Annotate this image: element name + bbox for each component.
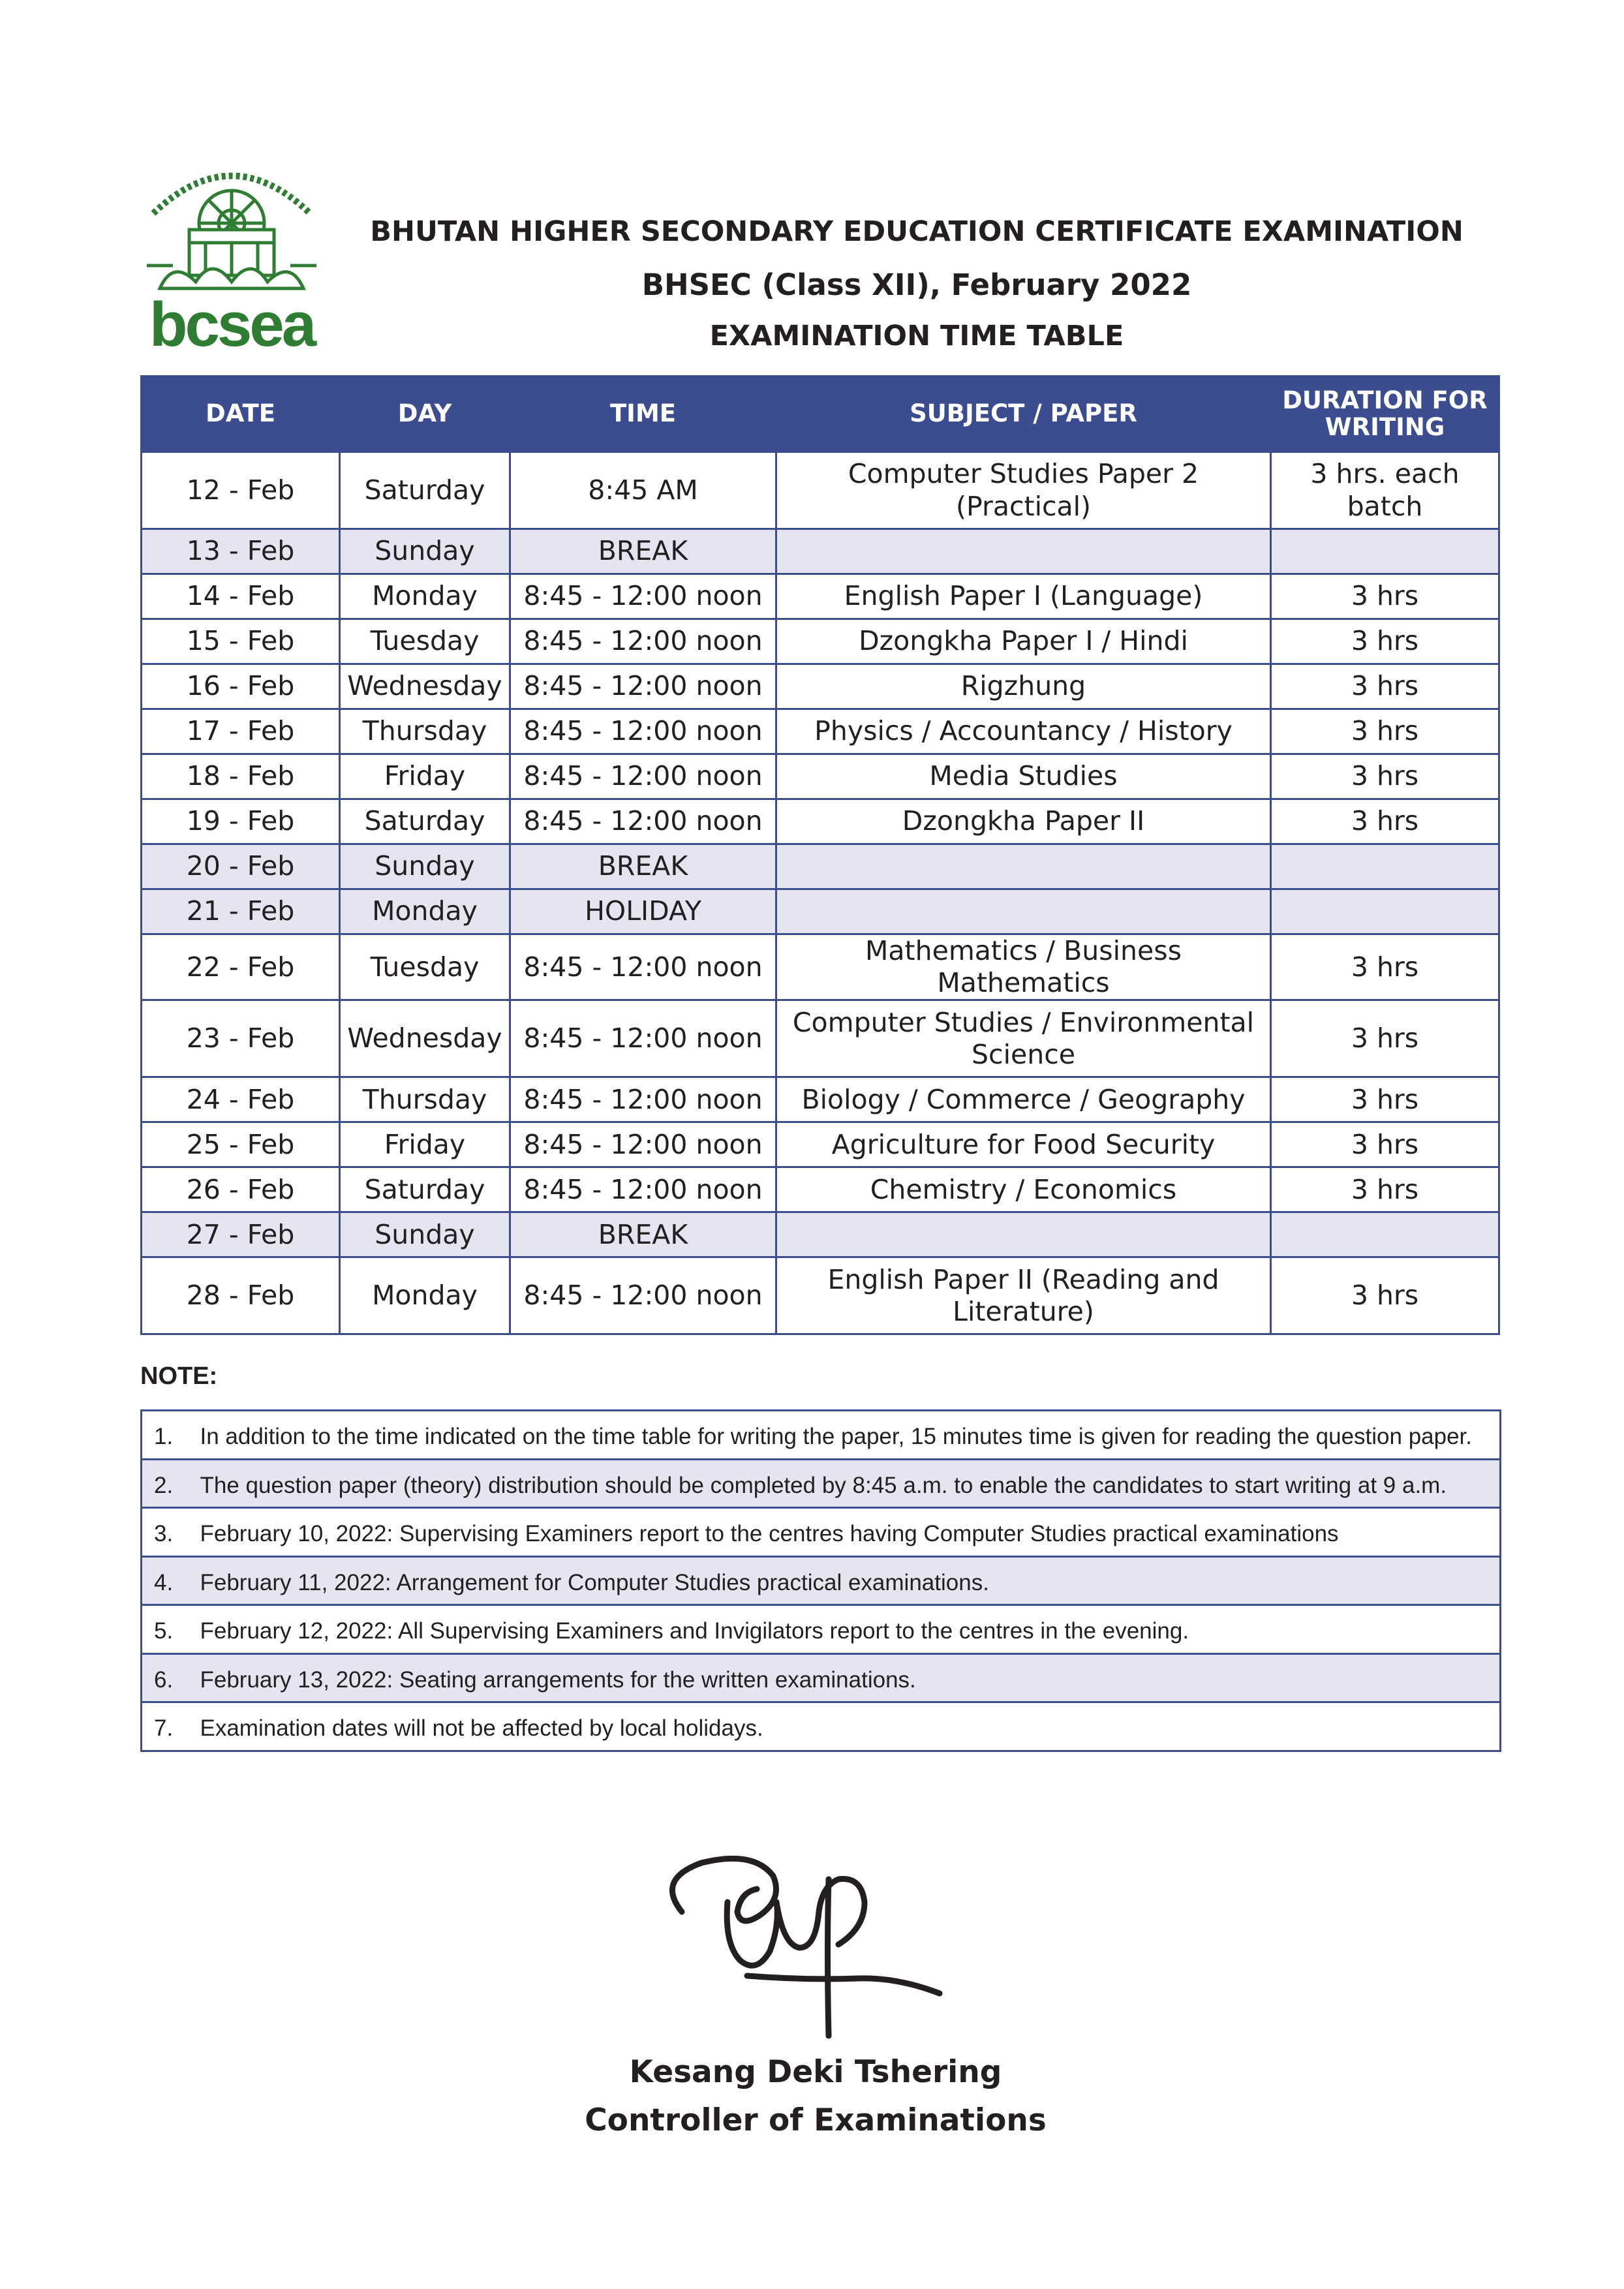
column-header-time: TIME <box>510 376 776 452</box>
cell-duration: 3 hrs <box>1271 754 1499 799</box>
cell-time: 8:45 - 12:00 noon <box>510 799 776 844</box>
cell-date: 14 - Feb <box>142 574 340 619</box>
cell-subject: Agriculture for Food Security <box>776 1122 1271 1167</box>
table-row <box>142 709 1499 754</box>
cell-time: 8:45 - 12:00 noon <box>510 1122 776 1167</box>
cell-time: 8:45 - 12:00 noon <box>510 1077 776 1122</box>
cell-time: BREAK <box>510 844 776 889</box>
cell-date: 26 - Feb <box>142 1167 340 1212</box>
cell-day: Sunday <box>340 1212 510 1257</box>
signatory-title: Controller of Examinations <box>585 2102 1047 2138</box>
cell-time: 8:45 - 12:00 noon <box>510 709 776 754</box>
cell-subject: Biology / Commerce / Geography <box>776 1077 1271 1122</box>
table-row <box>142 1000 1499 1077</box>
cell-day: Thursday <box>340 709 510 754</box>
cell-date: 22 - Feb <box>142 934 340 1000</box>
cell-day: Saturday <box>340 452 510 529</box>
note-text: February 13, 2022: Seating arrangements for the written examinations. <box>200 1653 1501 1702</box>
column-header-duration: DURATION FOR WRITING <box>1271 376 1499 452</box>
cell-date: 28 - Feb <box>142 1257 340 1334</box>
cell-subject: English Paper I (Language) <box>776 574 1271 619</box>
cell-subject: Dzongkha Paper I / Hindi <box>776 619 1271 664</box>
table-row <box>142 664 1499 709</box>
cell-duration: 3 hrs <box>1271 1122 1499 1167</box>
cell-day: Friday <box>340 754 510 799</box>
cell-duration: 3 hrs <box>1271 1077 1499 1122</box>
cell-date: 17 - Feb <box>142 709 340 754</box>
cell-day: Tuesday <box>340 934 510 1000</box>
table-row <box>142 574 1499 619</box>
cell-time: 8:45 AM <box>510 452 776 529</box>
cell-subject: Chemistry / Economics <box>776 1167 1271 1212</box>
column-header-subject: SUBJECT / PAPER <box>776 376 1271 452</box>
cell-time: 8:45 - 12:00 noon <box>510 934 776 1000</box>
signatory-name: Kesang Deki Tshering <box>629 2054 1002 2090</box>
cell-day: Thursday <box>340 1077 510 1122</box>
cell-time: 8:45 - 12:00 noon <box>510 664 776 709</box>
cell-subject <box>776 529 1271 574</box>
cell-time: HOLIDAY <box>510 889 776 934</box>
table-row <box>142 844 1499 889</box>
cell-time: 8:45 - 12:00 noon <box>510 1000 776 1077</box>
cell-date: 25 - Feb <box>142 1122 340 1167</box>
cell-date: 20 - Feb <box>142 844 340 889</box>
cell-time: 8:45 - 12:00 noon <box>510 1167 776 1212</box>
note-item <box>142 1411 1501 1460</box>
cell-duration: 3 hrs <box>1271 709 1499 754</box>
cell-duration: 3 hrs <box>1271 799 1499 844</box>
cell-subject: Rigzhung <box>776 664 1271 709</box>
cell-date: 21 - Feb <box>142 889 340 934</box>
cell-duration: 3 hrs <box>1271 1000 1499 1077</box>
cell-time: BREAK <box>510 1212 776 1257</box>
note-text: In addition to the time indicated on the time table for writing the paper, 15 minutes time is given for reading the question paper. <box>200 1411 1501 1460</box>
table-row <box>142 799 1499 844</box>
timetable-body <box>142 452 1499 1334</box>
cell-day: Tuesday <box>340 619 510 664</box>
cell-day: Sunday <box>340 529 510 574</box>
cell-date: 27 - Feb <box>142 1212 340 1257</box>
exam-timetable <box>140 375 1500 1335</box>
exam-title: BHUTAN HIGHER SECONDARY EDUCATION CERTIFICATE EXAMINATION <box>370 215 1463 248</box>
cell-subject: Dzongkha Paper II <box>776 799 1271 844</box>
cell-day: Monday <box>340 889 510 934</box>
cell-duration <box>1271 529 1499 574</box>
cell-day: Saturday <box>340 799 510 844</box>
note-item <box>142 1702 1501 1751</box>
cell-date: 13 - Feb <box>142 529 340 574</box>
cell-time: 8:45 - 12:00 noon <box>510 574 776 619</box>
timetable-title: EXAMINATION TIME TABLE <box>709 320 1124 352</box>
cell-duration: 3 hrs <box>1271 1257 1499 1334</box>
cell-date: 23 - Feb <box>142 1000 340 1077</box>
cell-duration: 3 hrs <box>1271 1167 1499 1212</box>
table-row <box>142 529 1499 574</box>
cell-subject: English Paper II (Reading and Literature) <box>776 1257 1271 1334</box>
bcsea-wordmark: bcsea <box>149 290 314 354</box>
cell-duration: 3 hrs <box>1271 574 1499 619</box>
bcsea-logo <box>134 151 329 354</box>
note-text: The question paper (theory) distribution should be completed by 8:45 a.m. to enable the candidates to start writing at 9 a.m. <box>200 1459 1501 1508</box>
cell-time: BREAK <box>510 529 776 574</box>
notes-heading: NOTE: <box>140 1362 218 1390</box>
cell-day: Monday <box>340 1257 510 1334</box>
cell-subject: Physics / Accountancy / History <box>776 709 1271 754</box>
cell-subject <box>776 844 1271 889</box>
note-text: February 11, 2022: Arrangement for Computer Studies practical examinations. <box>200 1556 1501 1605</box>
note-item <box>142 1556 1501 1605</box>
note-item <box>142 1605 1501 1654</box>
table-row <box>142 452 1499 529</box>
cell-time: 8:45 - 12:00 noon <box>510 619 776 664</box>
cell-subject <box>776 1212 1271 1257</box>
cell-date: 16 - Feb <box>142 664 340 709</box>
column-header-date: DATE <box>142 376 340 452</box>
cell-duration: 3 hrs <box>1271 619 1499 664</box>
cell-duration: 3 hrs <box>1271 934 1499 1000</box>
table-row <box>142 1077 1499 1122</box>
note-number: 7. <box>142 1702 200 1751</box>
note-text: February 10, 2022: Supervising Examiners report to the centres having Computer Studies practical examinations <box>200 1508 1501 1557</box>
note-number: 5. <box>142 1605 200 1654</box>
note-number: 3. <box>142 1508 200 1557</box>
cell-day: Monday <box>340 574 510 619</box>
cell-duration: 3 hrs. each batch <box>1271 452 1499 529</box>
note-text: February 12, 2022: All Supervising Examiners and Invigilators report to the centres in the evening. <box>200 1605 1501 1654</box>
cell-duration: 3 hrs <box>1271 664 1499 709</box>
cell-subject: Mathematics / Business Mathematics <box>776 934 1271 1000</box>
cell-subject: Media Studies <box>776 754 1271 799</box>
cell-day: Wednesday <box>340 664 510 709</box>
table-row <box>142 754 1499 799</box>
cell-day: Saturday <box>340 1167 510 1212</box>
cell-subject <box>776 889 1271 934</box>
timetable-header-row <box>142 376 1499 452</box>
note-number: 2. <box>142 1459 200 1508</box>
table-row <box>142 1167 1499 1212</box>
cell-day: Wednesday <box>340 1000 510 1077</box>
table-row <box>142 619 1499 664</box>
note-number: 4. <box>142 1556 200 1605</box>
table-row <box>142 889 1499 934</box>
column-header-day: DAY <box>340 376 510 452</box>
cell-duration <box>1271 889 1499 934</box>
notes-body <box>142 1411 1501 1751</box>
cell-time: 8:45 - 12:00 noon <box>510 1257 776 1334</box>
note-text: Examination dates will not be affected by local holidays. <box>200 1702 1501 1751</box>
cell-subject: Computer Studies Paper 2 (Practical) <box>776 452 1271 529</box>
cell-date: 24 - Feb <box>142 1077 340 1122</box>
notes-table <box>140 1409 1501 1752</box>
controller-signature <box>643 1840 1034 2062</box>
table-row <box>142 1257 1499 1334</box>
cell-date: 12 - Feb <box>142 452 340 529</box>
note-number: 1. <box>142 1411 200 1460</box>
cell-duration <box>1271 1212 1499 1257</box>
cell-duration <box>1271 844 1499 889</box>
cell-date: 15 - Feb <box>142 619 340 664</box>
cell-date: 18 - Feb <box>142 754 340 799</box>
exam-subtitle: BHSEC (Class XII), February 2022 <box>641 268 1192 302</box>
cell-subject: Computer Studies / Environmental Science <box>776 1000 1271 1077</box>
cell-date: 19 - Feb <box>142 799 340 844</box>
note-item <box>142 1508 1501 1557</box>
note-item <box>142 1459 1501 1508</box>
cell-time: 8:45 - 12:00 noon <box>510 754 776 799</box>
table-row <box>142 934 1499 1000</box>
table-row <box>142 1212 1499 1257</box>
table-row <box>142 1122 1499 1167</box>
note-item <box>142 1653 1501 1702</box>
note-number: 6. <box>142 1653 200 1702</box>
cell-day: Sunday <box>340 844 510 889</box>
cell-day: Friday <box>340 1122 510 1167</box>
